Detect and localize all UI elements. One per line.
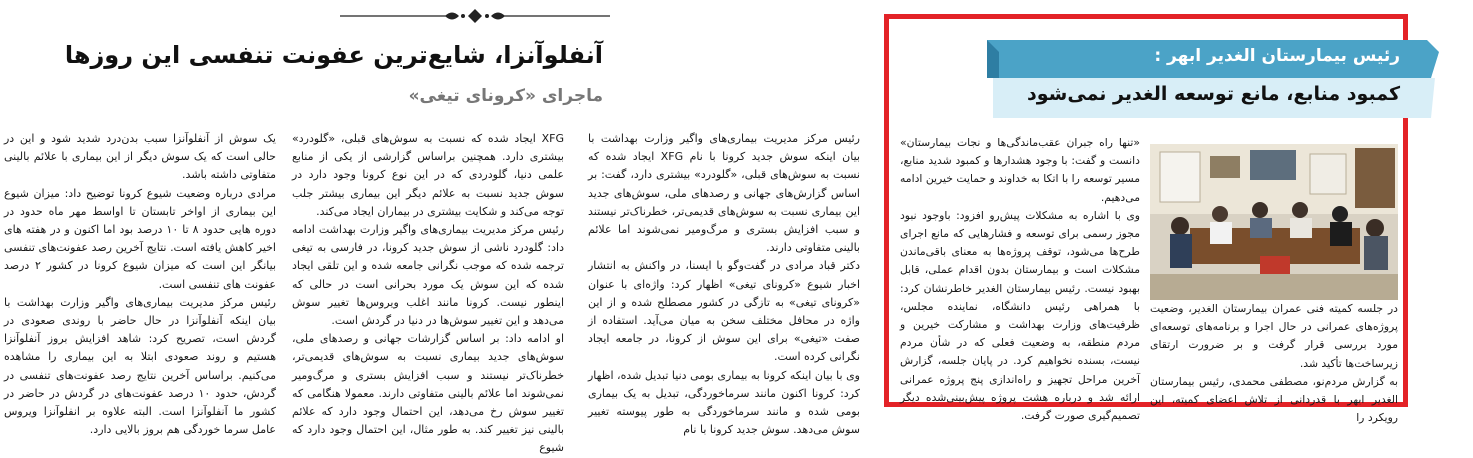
paragraph: رئیس مرکز مدیریت بیماری‌های واگیر وزارت بهداشت با بیان اینکه سوش جدید کرونا با نام XFG ایجاد شده که نسبت به سوش‌های قبلی، «گلودرد» بیشتری دارد، گفت: بر اساس گزارش‌های جهانی و رصدهای ملی، سوش‌های جدید این بیماری نسبت به سوش‌های قدیمی‌تر، خطرناک‌تر نیستند و سبب افزایش بستری و مرگ‌ومیر نمی‌شوند اما علائم بالینی متفاوتی دارند.	[588, 132, 860, 255]
paragraph: رئیس مرکز مدیریت بیماری‌های واگیر وزارت بهداشت با بیان اینکه آنفلوآنزا در حال حاضر با روندی صعودی در گردش است، تصریح کرد: شاهد افزایش بروز آنفلوآنزا هستیم و روند صعودی ابتلا به این بیماری را مشاهده می‌کنیم. براساس آخرین نتایج رصد عفونت‌های تنفسی در گردش، حدود ۱۰ درصد عفونت‌های در گردش در حاضر در کشور ما آنفلوآنزا است. البته علاوه بر انفلوآنزا ویروس عامل سرما خوردگی هم بروز بالایی دارد.	[4, 295, 277, 437]
article-column-3	[4, 130, 277, 437]
paragraph: XFG ایجاد شده که نسبت به سوش‌های قبلی، «گلودرد» بیشتری دارد. همچنین براساس گزارشی از یکی از منابع علمی دنیا، گلودردی که در این نوع کرونا وجود دارد در سوش جدید نسبت به علائم دیگر این بیماری بیشتر جلب توجه می‌کند و شکایت بیشتری در بیماران ایجاد می‌کند.	[292, 132, 564, 218]
meeting-photo	[1150, 144, 1398, 300]
paragraph: وی با اشاره به مشکلات پیش‌رو افزود: باوجود نبود مجوز رسمی برای توسعه و فشارهایی که مانع اجرای طرح‌ها می‌شود، توقف پروژه‌ها به معنای باقی‌ماندن مشکلات است و بیمارستان بدون اقدام عملی، قابل بهبود نیست. رئیس بیمارستان الغدیر خاطرنشان کرد: با همراهی رئیس دانشگاه، نماینده مجلس، ظرفیت‌های وزارت بهداشت و مشارکت خیرین و مردم منطقه، به وضعیت فعلی که در شأن مردم نیست، بسنده نخواهیم کرد. در پایان جلسه، گزارش آخرین مراحل تجهیز و راه‌اندازی پنج پروژه عمرانی ارائه شد و درباره هشت پروژه پیش‌بینی‌شده دیگر تصمیم‌گیری صورت گرفت.	[900, 208, 1140, 423]
article-headline: آنفلوآنزا، شایع‌ترین عفونت تنفسی این روزها	[64, 41, 603, 69]
paragraph: مرادی درباره وضعیت شیوع کرونا توضیح داد: میزان شیوع این بیماری از اواخر تابستان تا اواسط مهر ماه حدود در دوره هایی حدود ۸ تا ۱۰ درصد بود اما اکنون و در هفته های اخیر کاهش یافته است. نتایج آخرین رصد عفونت‌های تنفسی بیانگر این است که میزان شیوع کرونا در کشور ۲ درصد عفونت های تنفسی است.	[4, 186, 277, 291]
boxed-article-lead	[1150, 300, 1398, 425]
paragraph: یک سوش از آنفلوآنزا سبب بدن‌درد شدید شود و این در حالی است که یک سوش دیگر از این بیماری با علائم بالینی متفاوتی داشته باشد.	[4, 132, 276, 182]
paragraph: او ادامه داد: بر اساس گزارشات جهانی و رصدهای ملی، سوش‌های جدید بیماری نسبت به سوش‌های قدیمی‌تر، خطرناک‌تر نیستند و سبب افزایش بستری و مرگ‌ومیر نمی‌شوند اما علائم بالینی متفاوتی دارند. معمولا هنگامی که تغییر سوش رخ می‌دهد، این احتمال وجود دارد که علائم بالینی نیز تغییر کند. به طور مثال، این احتمال وجود دارد که شیوع	[292, 332, 564, 455]
article-subhead: ماجرای «کرونای تیغی»	[408, 86, 603, 106]
boxed-article-title: کمبود منابع، مانع توسعه الغدیر نمی‌شود	[1027, 83, 1400, 105]
boxed-article-kicker: رئیس بیمارستان الغدیر ابهر :	[1154, 46, 1400, 66]
paragraph: در جلسه کمیته فنی عمران بیمارستان الغدیر، وضعیت پروژه‌های عمرانی در حال اجرا و برنامه‌های توسعه‌ای مورد بررسی قرار گرفت و بر ضرورت ارتقای زیرساخت‌ها تأکید شد.	[1150, 302, 1398, 370]
boxed-article-body	[900, 134, 1140, 423]
paragraph: وی با بیان اینکه کرونا به بیماری بومی دنیا تبدیل شده، اظهار کرد: کرونا اکنون مانند سرماخوردگی، تبدیل به یک بیماری بومی شده و مانند سرماخوردگی به طور پیوسته تغییر سوش می‌دهد. سوش جدید کرونا با نام	[588, 368, 860, 437]
paragraph: رئیس مرکز مدیریت بیماری‌های واگیر وزارت بهداشت ادامه داد: گلودرد ناشی از سوش جدید کرونا، در فارسی به تیغی ترجمه شده که موجب نگرانی جامعه شده و این تلقی ایجاد شده که این سوش یک مورد بحرانی است در حالی که اینطور نیست. کرونا مانند اغلب ویروس‌ها تغییر سوش می‌دهد و این تغییر سوش‌ها در دنیا در گردش است.	[292, 223, 564, 328]
article-column-1	[588, 130, 860, 437]
paragraph: به گزارش مردم‌نو، مصطفی محمدی، رئیس بیمارستان الغدیر ابهر با قدردانی از تلاش اعضای کمیته، این رویکرد را	[1150, 374, 1398, 425]
paragraph: «تنها راه جبران عقب‌ماندگی‌ها و نجات بیمارستان» دانست و گفت: با وجود هشدارها و کمبود شدید منابع، مسیر توسعه را با اتکا به خداوند و حمایت خیرین ادامه می‌دهیم.	[900, 136, 1140, 204]
ornament-divider	[340, 8, 610, 24]
paragraph: دکتر قباد مرادی در گفت‌وگو با ایسنا، در واکنش به انتشار اخبار شیوع «کرونای تیغی» اظهار کرد: واژه‌ای با عنوان «کرونای تیغی» به تازگی در کشور مصطلح شده و از این واژه در محافل مختلف سخن به میان می‌آید. استفاده از صفت «تیغی» برای این سوش از کرونا، در جامعه ایجاد نگرانی کرده است.	[588, 259, 860, 364]
article-column-2	[292, 130, 564, 455]
